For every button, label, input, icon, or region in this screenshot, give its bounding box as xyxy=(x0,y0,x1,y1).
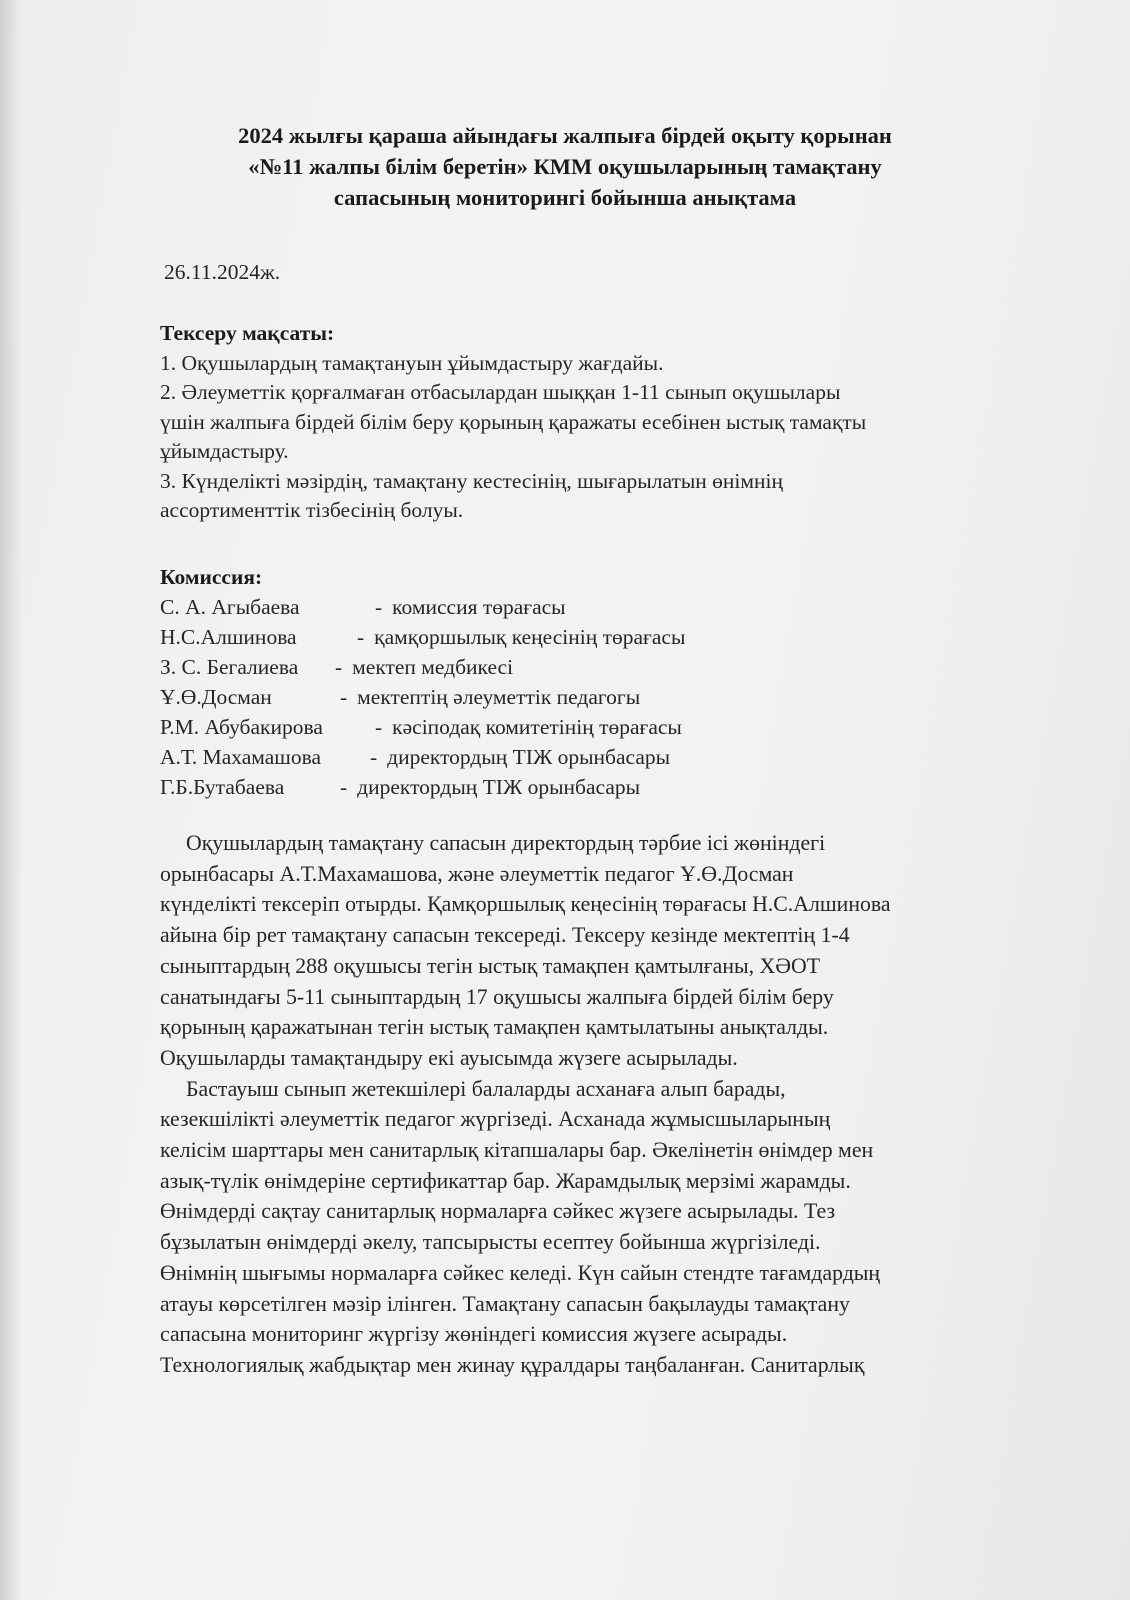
member-role: қамқоршылық кеңесінің төрағасы xyxy=(374,625,686,649)
body-line: азық-түлік өнімдеріне сертификаттар бар. Жарамдылық мерзімі жарамды. xyxy=(160,1168,851,1193)
member-name: Р.М. Абубакирова xyxy=(160,715,323,739)
body-line: қорының қаражатынан тегін ыстық тамақпен қамтылатыны анықталды. xyxy=(160,1015,829,1040)
purpose-line: ассортименттік тізбесінің болуы. xyxy=(160,498,464,522)
body-line: бұзылатын өнімдерді әкелу, тапсырысты есептеу бойынша жүргізіледі. xyxy=(160,1230,821,1255)
body-line: кезекшілікті әлеуметтік педагог жүргізеді. Асханада жұмысшыларының xyxy=(160,1107,831,1132)
member-separator: - xyxy=(335,655,343,679)
member-separator: - xyxy=(370,745,378,769)
body-line: санатындағы 5-11 сыныптардың 17 оқушысы жалпыға бірдей білім беру xyxy=(160,984,834,1009)
member-role: комиссия төрағасы xyxy=(392,595,566,619)
commission-member xyxy=(160,682,685,712)
body-line: күнделікті тексеріп отырды. Қамқоршылық кеңесінің төрағасы Н.С.Алшинова xyxy=(160,892,891,917)
commission-member xyxy=(160,742,685,772)
member-separator: - xyxy=(375,595,383,619)
member-separator: - xyxy=(340,685,348,709)
member-separator: - xyxy=(340,775,348,799)
member-separator: - xyxy=(357,625,365,649)
purpose-line: үшін жалпыға бірдей білім беру қорының қаражаты есебінен ыстық тамақты xyxy=(160,409,867,434)
purpose-line: 1. Оқушылардың тамақтануын ұйымдастыру жағдайы. xyxy=(160,350,664,375)
body-line: орынбасары А.Т.Махамашова, және әлеуметтік педагог Ұ.Ө.Досман xyxy=(160,861,794,886)
member-role: кәсіподақ комитетінің төрағасы xyxy=(392,715,682,739)
title-line: сапасының мониторингі бойынша анықтама xyxy=(333,185,797,210)
purpose-section xyxy=(160,319,866,526)
purpose-heading: Тексеру мақсаты: xyxy=(160,321,335,345)
body-line: Өнімдерді сақтау санитарлық нормаларға сәйкес жүзеге асырылады. Тез xyxy=(160,1199,836,1224)
body-section xyxy=(160,828,891,1381)
commission-heading: Комиссия: xyxy=(160,565,263,589)
document-title xyxy=(130,120,1000,213)
member-name: Ұ.Ө.Досман xyxy=(160,685,272,709)
member-name: А.Т. Махамашова xyxy=(160,745,322,769)
body-line: Оқушылардың тамақтану сапасын директордың тәрбие ісі жөніндегі xyxy=(186,831,826,855)
member-role: директордың ТІЖ орынбасары xyxy=(357,775,641,799)
body-line: атауы көрсетілген мәзір ілінген. Тамақтану сапасын бақылауды тамақтану xyxy=(160,1291,850,1316)
commission-member xyxy=(160,712,685,742)
document-date: 26.11.2024ж. xyxy=(164,260,281,284)
purpose-line: ұйымдастыру. xyxy=(160,439,289,463)
member-name: С. А. Агыбаева xyxy=(160,595,300,619)
member-role: мектептің әлеуметтік педагогы xyxy=(357,685,641,709)
commission-member xyxy=(160,772,685,802)
page-edge-shadow xyxy=(0,0,22,1600)
body-line: Бастауыш сынып жетекшілері балаларды асханаға алып барады, xyxy=(186,1076,786,1101)
commission-section xyxy=(160,562,685,802)
member-name: Г.Б.Бутабаева xyxy=(160,775,285,799)
commission-member xyxy=(160,622,685,652)
body-line: Оқушыларды тамақтандыру екі ауысымда жүзеге асырылады. xyxy=(160,1045,738,1070)
member-name: З. С. Бегалиева xyxy=(160,655,299,679)
member-role: директордың ТІЖ орынбасары xyxy=(387,745,671,769)
purpose-line: 3. Күнделікті мәзірдің, тамақтану кестесінің, шығарылатын өнімнің xyxy=(160,468,783,493)
commission-member xyxy=(160,592,685,622)
body-line: айына бір рет тамақтану сапасын тексереді. Тексеру кезінде мектептің 1-4 xyxy=(160,923,850,948)
member-separator: - xyxy=(375,715,383,739)
member-role: мектеп медбикесі xyxy=(352,655,514,679)
body-line: сапасына мониторинг жүргізу жөніндегі комиссия жүзеге асырады. xyxy=(160,1322,788,1347)
body-line: келісім шарттары мен санитарлық кітапшалары бар. Әкелінетін өнімдер мен xyxy=(160,1138,874,1163)
commission-member xyxy=(160,652,685,682)
body-line: сыныптардың 288 оқушысы тегін ыстық тамақпен қамтылғаны, ХӘОТ xyxy=(160,953,821,978)
title-line: «№11 жалпы білім беретін» КММ оқушыларының тамақтану xyxy=(248,154,882,179)
purpose-line: 2. Әлеуметтік қорғалмаған отбасылардан шыққан 1-11 сынып оқушылары xyxy=(160,380,841,404)
title-line: 2024 жылғы қараша айындағы жалпыға бірдей оқыту қорынан xyxy=(238,123,892,148)
body-line: Өнімнің шығымы нормаларға сәйкес келеді. Күн сайын стендте тағамдардың xyxy=(160,1260,881,1285)
member-name: Н.С.Алшинова xyxy=(160,625,297,649)
body-line: Технологиялық жабдықтар мен жинау құралдары таңбаланған. Санитарлық xyxy=(160,1352,865,1377)
